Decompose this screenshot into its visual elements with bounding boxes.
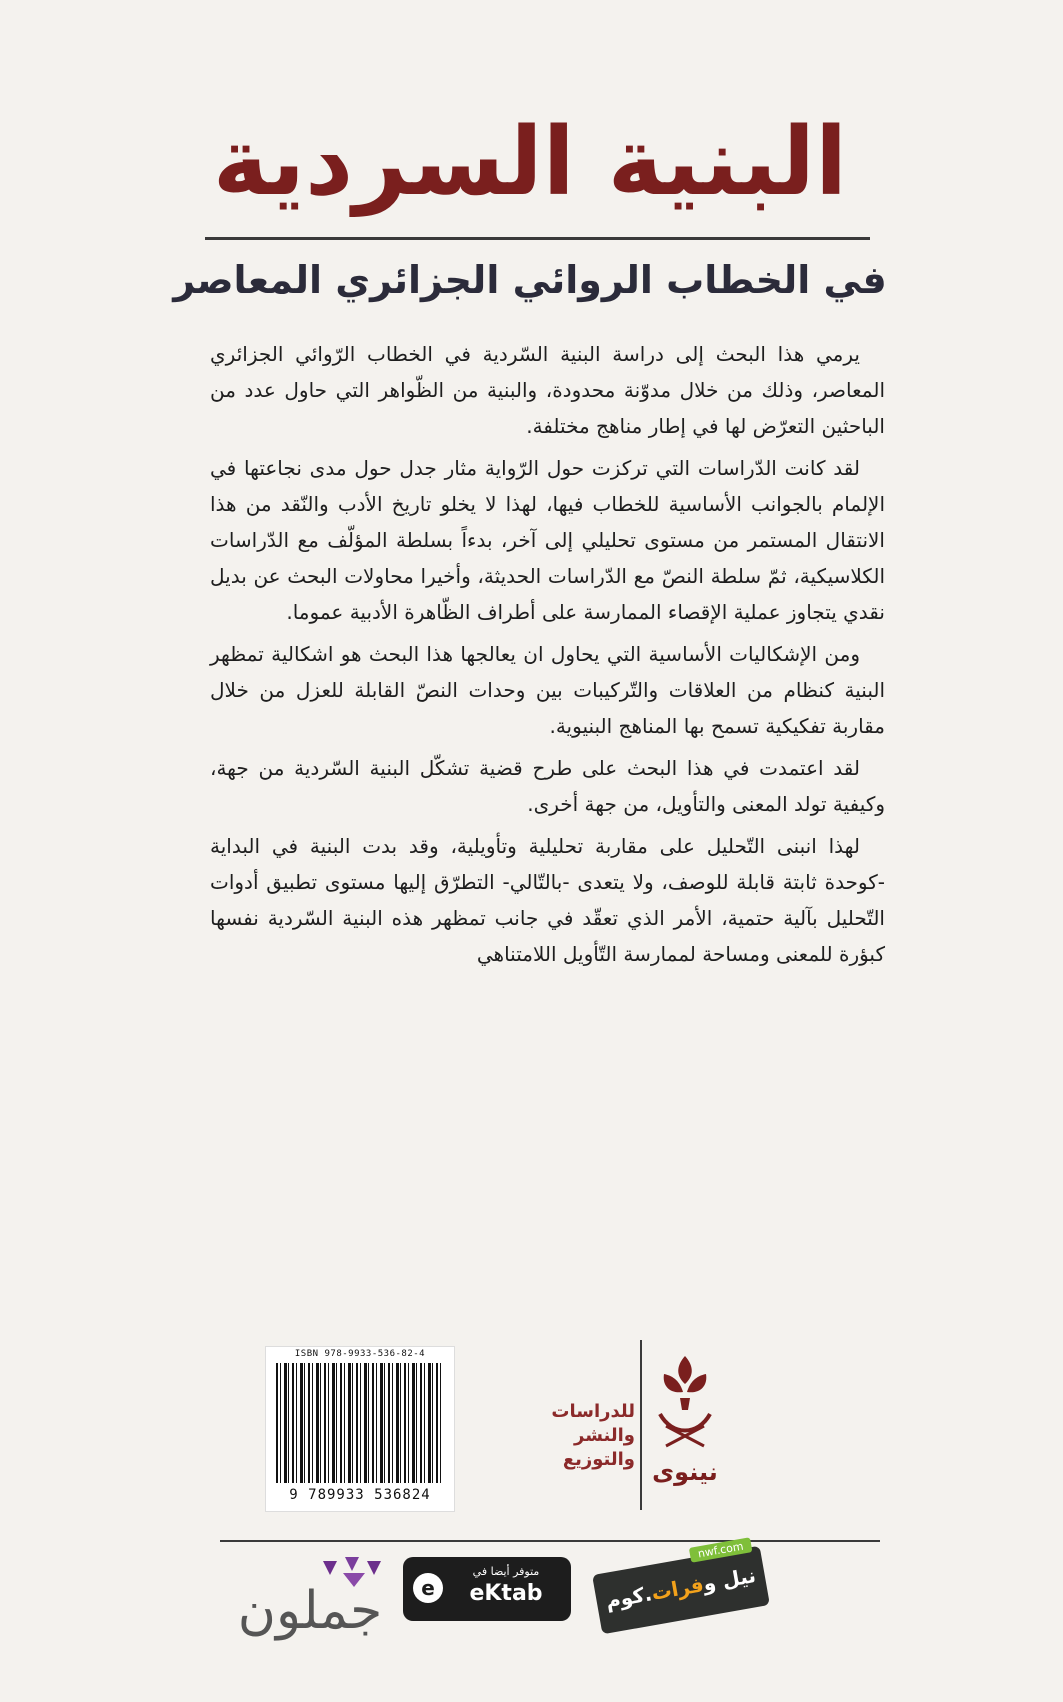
isbn-barcode <box>265 1346 455 1512</box>
nwf-url-tag: nwf.com <box>689 1537 753 1563</box>
publisher-tagline-line: للدراسات <box>551 1401 635 1422</box>
blurb-paragraph: ومن الإشكاليات الأساسية التي يحاول ان يعالجها هذا البحث هو اشكالية تمظهر البنية كنظام من العلاقات والتّركيبات بين وحدات النصّ القابلة للعزل من خلال مقاربة تفكيكية تسمح بها المناهج البنيوية. <box>210 642 885 738</box>
bottom-divider <box>220 1540 880 1542</box>
jamlon-logo <box>225 1555 405 1645</box>
blurb-paragraph: لقد كانت الدّراسات التي تركزت حول الرّواية مثار جدل حول مدى نجاعتها في الإلمام بالجوانب الأساسية للخطاب فيها، لهذا لا يخلو تاريخ الأدب والنّقد من هذا الانتقال المستمر من مستوى تحليلي إلى آخر، بدءاً بسلطة المؤلّف مع الدّراسات الكلاسيكية، ثمّ سلطة النصّ مع الدّراسات الحديثة، وأخيرا محاولات البحث عن بديل نقدي يتجاوز عملية الإقصاء الممارسة على أطراف الظّاهرة الأدبية عموما. <box>210 456 885 624</box>
ektab-name: eKtab <box>469 1581 543 1606</box>
nwf-name <box>603 1563 759 1613</box>
publisher-tagline-line: والتوزيع <box>562 1449 635 1470</box>
nwf-badge <box>592 1539 770 1635</box>
publisher-tagline-line: والنشر <box>574 1425 635 1446</box>
book-subtitle: في الخطاب الروائي الجزائري المعاصر <box>173 258 887 302</box>
publisher-logo <box>535 1340 725 1520</box>
barcode-digits: 9 789933 536824 <box>289 1487 431 1503</box>
book-title: البنية السردية <box>212 108 848 217</box>
publisher-divider <box>640 1340 642 1510</box>
nwf-name-accent: فرات <box>649 1572 706 1605</box>
blurb-paragraph: يرمي هذا البحث إلى دراسة البنية السّردية في الخطاب الرّوائي الجزائري المعاصر، وذلك من خلال مدوّنة محدودة، والبنية من الظّواهر التي حاول عدد من الباحثين التعرّض لها في إطار مناهج مختلفة. <box>210 342 885 438</box>
publisher-emblem-icon <box>650 1350 720 1460</box>
ektab-icon: e <box>413 1573 443 1603</box>
blurb <box>210 336 885 978</box>
publisher-name: نينوى <box>652 1458 718 1486</box>
title-divider <box>205 237 870 240</box>
ektab-available-text: متوفر أيضا في <box>472 1565 540 1578</box>
nwf-name-suffix: .كوم <box>603 1581 654 1614</box>
isbn-label: ISBN 978-9933-536-82-4 <box>294 1349 426 1359</box>
publisher-tagline <box>535 1400 635 1472</box>
blurb-paragraph: لقد اعتمدت في هذا البحث على طرح قضية تشكّل البنية السّردية من جهة، وكيفية تولد المعنى والتأويل، من جهة أخرى. <box>210 756 885 816</box>
jamlon-name: جملون <box>237 1581 383 1641</box>
nwf-name-part: نيل و <box>701 1563 758 1596</box>
ektab-badge <box>403 1557 571 1621</box>
blurb-paragraph: لهذا انبنى التّحليل على مقاربة تحليلية وتأويلية، وقد بدت البنية في البداية -كوحدة ثابتة قابلة للوصف، ولا يتعدى -بالتّالي- التطرّق إليها مستوى تطبيق أدوات التّحليل بآلية حتمية، الأمر الذي تعقّد في جانب تمظهر هذه البنية السّردية نفسها كبؤرة للمعنى ومساحة لممارسة التّأويل اللامتناهي <box>210 834 885 966</box>
barcode-bars <box>276 1363 444 1483</box>
